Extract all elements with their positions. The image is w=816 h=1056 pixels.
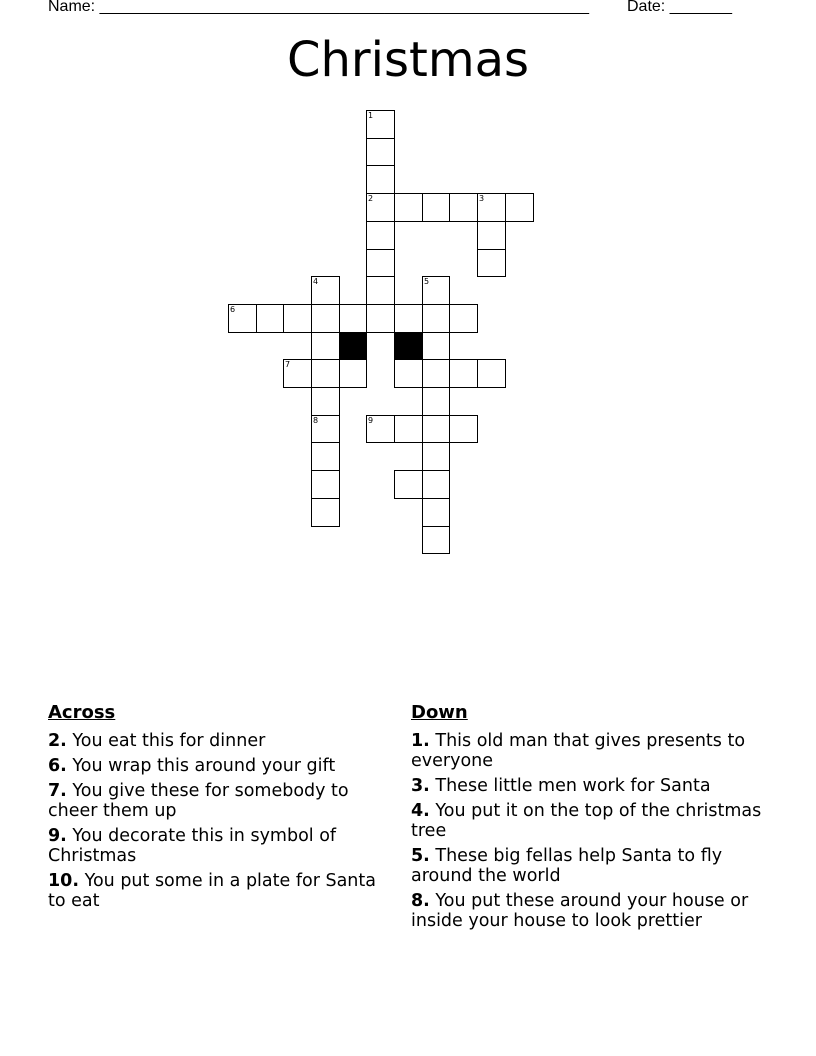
- grid-cell[interactable]: [339, 304, 367, 333]
- clue-number-label: 1: [368, 111, 374, 120]
- grid-cell[interactable]: [477, 221, 506, 250]
- clue-number: 9.: [48, 826, 67, 846]
- down-clue: [411, 731, 771, 771]
- across-clue: [48, 731, 388, 751]
- grid-cell[interactable]: [283, 304, 312, 333]
- down-clues: [411, 702, 771, 936]
- grid-cell[interactable]: [366, 193, 395, 222]
- grid-cell[interactable]: [422, 193, 450, 222]
- grid-cell[interactable]: [477, 359, 506, 388]
- grid-cell[interactable]: [422, 387, 450, 416]
- grid-cell[interactable]: [366, 415, 395, 443]
- grid-cell[interactable]: [422, 276, 450, 305]
- grid-cell[interactable]: [366, 304, 395, 333]
- clue-text: You put some in a plate for Santa to eat: [48, 871, 376, 911]
- clue-text: These big fellas help Santa to fly around the world: [411, 846, 723, 886]
- date-field-label: Date: _______: [627, 0, 732, 15]
- grid-cell[interactable]: [505, 193, 534, 222]
- grid-cell[interactable]: [394, 193, 423, 222]
- grid-cell[interactable]: [422, 415, 450, 443]
- down-clue: [411, 801, 771, 841]
- clue-text: These little men work for Santa: [435, 776, 711, 796]
- grid-cell[interactable]: [422, 332, 450, 360]
- clue-number: 1.: [411, 731, 430, 751]
- grid-cell[interactable]: [311, 387, 340, 416]
- grid-cell[interactable]: [311, 304, 340, 333]
- grid-cell[interactable]: [422, 359, 450, 388]
- down-heading: Down: [411, 702, 468, 723]
- grid-cell[interactable]: [366, 110, 395, 139]
- name-field-label: Name: _______________________________________________________: [48, 0, 589, 15]
- down-clue: [411, 891, 771, 931]
- grid-cell[interactable]: [394, 359, 423, 388]
- grid-cell[interactable]: [449, 359, 478, 388]
- clue-number: 10.: [48, 871, 80, 891]
- grid-cell[interactable]: [311, 332, 340, 360]
- clue-number-label: 8: [313, 416, 319, 425]
- clue-number: 8.: [411, 891, 430, 911]
- grid-cell[interactable]: [283, 359, 312, 388]
- clue-text: You wrap this around your gift: [72, 756, 336, 776]
- grid-cell[interactable]: [422, 304, 450, 333]
- clue-number-label: 6: [230, 305, 236, 314]
- clue-number: 5.: [411, 846, 430, 866]
- clue-number: 2.: [48, 731, 67, 751]
- across-clue: [48, 826, 388, 866]
- grid-cell[interactable]: [256, 304, 284, 333]
- clue-number-label: 3: [479, 194, 485, 203]
- clue-text: This old man that gives presents to everyone: [411, 731, 746, 771]
- grid-cell[interactable]: [422, 442, 450, 471]
- across-clue: [48, 781, 388, 821]
- grid-cell[interactable]: [366, 276, 395, 305]
- grid-cell[interactable]: [311, 276, 340, 305]
- grid-cell[interactable]: [311, 470, 340, 499]
- black-square: [339, 332, 367, 360]
- grid-cell[interactable]: [311, 498, 340, 527]
- clue-number-label: 7: [285, 360, 291, 369]
- black-square: [394, 332, 423, 360]
- across-clue: [48, 756, 388, 776]
- clue-number-label: 4: [313, 277, 319, 286]
- clue-number: 6.: [48, 756, 67, 776]
- clue-text: You put it on the top of the christmas tree: [411, 801, 762, 841]
- down-clue: [411, 846, 771, 886]
- grid-cell[interactable]: [477, 193, 506, 222]
- clue-number: 3.: [411, 776, 430, 796]
- grid-cell[interactable]: [228, 304, 257, 333]
- grid-cell[interactable]: [422, 470, 450, 499]
- clue-text: You decorate this in symbol of Christmas: [48, 826, 337, 866]
- clue-text: You give these for somebody to cheer them up: [48, 781, 349, 821]
- clue-number-label: 2: [368, 194, 374, 203]
- grid-cell[interactable]: [366, 249, 395, 277]
- clue-text: You put these around your house or inside your house to look prettier: [411, 891, 749, 931]
- grid-cell[interactable]: [477, 249, 506, 277]
- grid-cell[interactable]: [311, 442, 340, 471]
- grid-cell[interactable]: [394, 415, 423, 443]
- grid-cell[interactable]: [311, 415, 340, 443]
- clue-number: 4.: [411, 801, 430, 821]
- down-clue: [411, 776, 771, 796]
- clue-number-label: 9: [368, 416, 374, 425]
- grid-cell[interactable]: [366, 138, 395, 166]
- across-clues: [48, 702, 388, 916]
- clue-number: 7.: [48, 781, 67, 801]
- grid-cell[interactable]: [339, 359, 367, 388]
- grid-cell[interactable]: [449, 415, 478, 443]
- grid-cell[interactable]: [366, 165, 395, 194]
- clue-text: You eat this for dinner: [72, 731, 266, 751]
- across-clue: [48, 871, 388, 911]
- grid-cell[interactable]: [422, 526, 450, 554]
- clue-number-label: 5: [424, 277, 430, 286]
- grid-cell[interactable]: [311, 359, 340, 388]
- grid-cell[interactable]: [422, 498, 450, 527]
- grid-cell[interactable]: [394, 470, 423, 499]
- grid-cell[interactable]: [449, 193, 478, 222]
- page-title: Christmas: [286, 32, 529, 88]
- across-heading: Across: [48, 702, 116, 723]
- grid-cell[interactable]: [366, 221, 395, 250]
- grid-cell[interactable]: [394, 304, 423, 333]
- grid-cell[interactable]: [449, 304, 478, 333]
